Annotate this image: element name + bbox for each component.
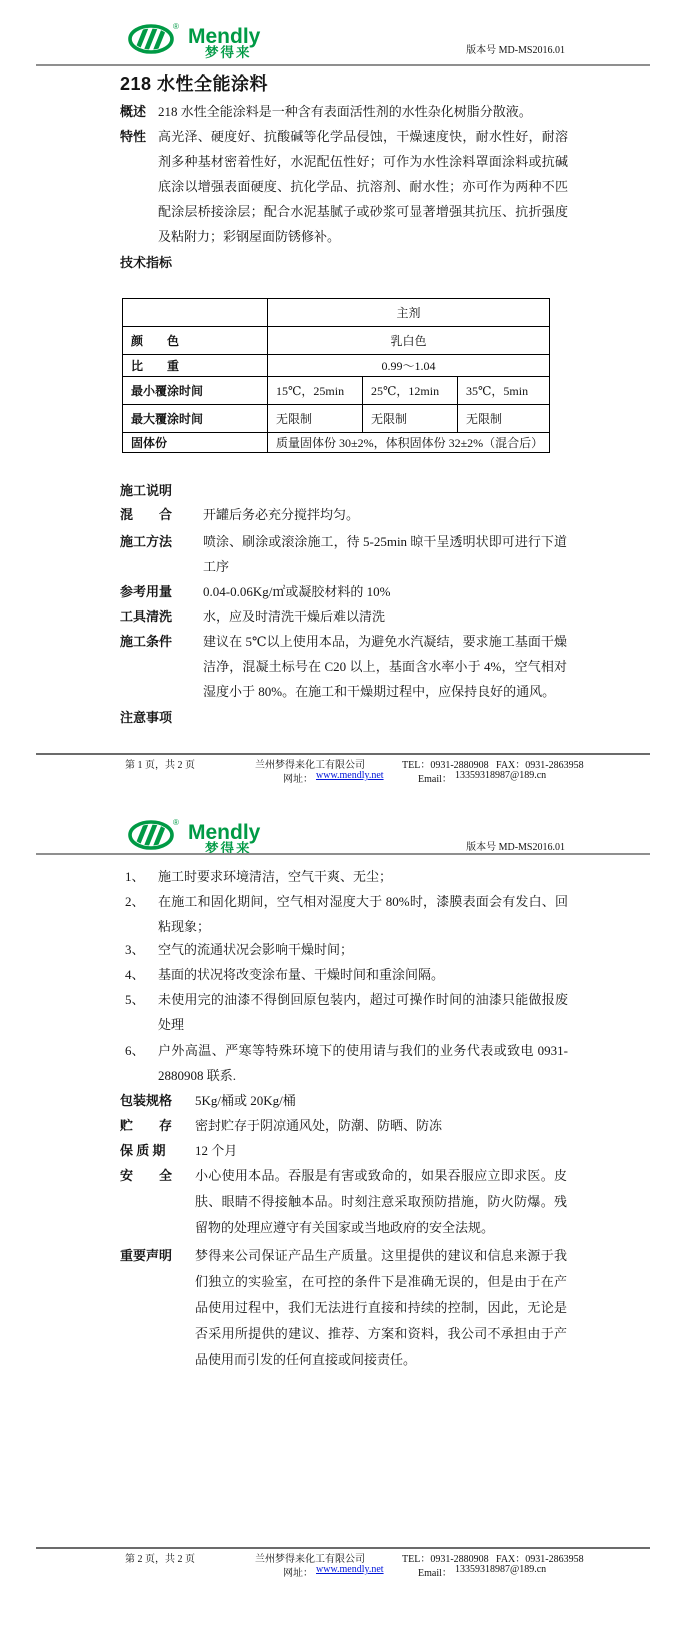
footer-fax: FAX：0931-2863958 bbox=[496, 1554, 584, 1565]
item-number: 2、 bbox=[125, 894, 145, 909]
mendly-logo-icon bbox=[128, 814, 286, 856]
mixing-label: 混 合 bbox=[120, 507, 173, 522]
dosage-text: 0.04-0.06Kg/㎡或凝胶材料的 10% bbox=[203, 584, 391, 599]
packaging-text: 5Kg/桶或 20Kg/桶 bbox=[195, 1093, 296, 1108]
brand-name-cn: 梦得来 bbox=[205, 45, 252, 60]
item-text: 空气的流通状况会影响干燥时间； bbox=[158, 942, 354, 957]
tool-cleaning-label: 工具清洗 bbox=[120, 609, 173, 624]
packaging-label: 包装规格 bbox=[120, 1093, 173, 1108]
main-agent-header: 主剂 bbox=[268, 299, 550, 327]
min-recoat-15: 15℃，25min bbox=[268, 377, 363, 405]
footer-line-1 bbox=[0, 1550, 687, 1564]
max-recoat-3: 无限制 bbox=[458, 405, 550, 433]
tool-cleaning-text: 水，应及时清洗干燥后难以清洗 bbox=[203, 609, 386, 624]
min-recoat-25: 25℃，12min bbox=[363, 377, 458, 405]
website-link[interactable]: www.mendly.net bbox=[316, 770, 384, 781]
features-text: 高光泽、硬度好、抗酸碱等化学品侵蚀，干燥速度快，耐水性好，耐溶剂多种基材密着性好，水泥配伍性好；可作为水性涂料罩面涂料或抗碱底涂以增强表面硬度、抗化学品、抗溶剂、耐水性；亦可作为两种不匹配涂层桥接涂层；配合水泥基腻子或砂浆可显著增强其抗压、抗折强度及粘附力；彩钢屋面防锈修补。 bbox=[158, 129, 568, 244]
page-number: 第 1 页，共 2 页 bbox=[125, 760, 195, 771]
row-label: 最小覆涂时间 bbox=[123, 377, 268, 405]
item-number: 3、 bbox=[125, 942, 145, 957]
footer-email: 13359318987@189.cn bbox=[455, 1564, 547, 1575]
storage-text: 密封贮存于阴凉通风处，防潮、防晒、防冻 bbox=[195, 1118, 443, 1133]
item-text: 施工时要求环境清洁，空气干爽、无尘； bbox=[158, 869, 393, 884]
min-recoat-35: 35℃，5min bbox=[458, 377, 550, 405]
brand-name-cn: 梦得来 bbox=[205, 841, 252, 856]
method-text: 喷涂、刷涂或滚涂施工，待 5-25min 晾干呈透明状即可进行下道工序 bbox=[203, 534, 567, 574]
company-name: 兰州梦得来化工有限公司 bbox=[255, 760, 365, 771]
features-label: 特性 bbox=[120, 129, 147, 144]
row-label: 固体份 bbox=[123, 433, 268, 453]
registered-mark-icon: ® bbox=[173, 818, 179, 827]
safety-label: 安 全 bbox=[120, 1168, 173, 1183]
tech-specs-heading: 技术指标 bbox=[120, 255, 173, 270]
overview-text: 218 水性全能涂料是一种含有表面活性剂的水性杂化树脂分散液。 bbox=[158, 104, 532, 119]
brand-name: Mendly bbox=[188, 821, 261, 844]
website-label: 网址： bbox=[283, 774, 313, 785]
header-rule bbox=[36, 853, 650, 855]
website-link[interactable]: www.mendly.net bbox=[316, 1564, 384, 1575]
company-name: 兰州梦得来化工有限公司 bbox=[255, 1554, 365, 1565]
method-label: 施工方法 bbox=[120, 534, 173, 549]
row-label: 最大覆涂时间 bbox=[123, 405, 268, 433]
footer-email-label: Email： bbox=[418, 774, 452, 785]
max-recoat-1: 无限制 bbox=[268, 405, 363, 433]
footer-tel: TEL：0931-2880908 bbox=[402, 1554, 489, 1565]
conditions-text: 建议在 5℃以上使用本品，为避免水汽凝结，要求施工基面干燥洁净，混凝土标号在 C20 以上，基面含水率小于 4%，空气相对湿度小于 80%。在施工和干燥期过程中，应保持良好的通风。 bbox=[203, 634, 567, 699]
item-text: 基面的状况将改变涂布量、干燥时间和重涂间隔。 bbox=[158, 967, 445, 982]
footer-email: 13359318987@189.cn bbox=[455, 770, 547, 781]
construction-heading: 施工说明 bbox=[120, 483, 173, 498]
row-label: 比 重 bbox=[123, 355, 268, 377]
storage-label: 贮 存 bbox=[120, 1118, 173, 1133]
item-number: 4、 bbox=[125, 967, 145, 982]
shelf-life-label: 保 质 期 bbox=[120, 1143, 166, 1158]
mixing-text: 开罐后务必充分搅拌均匀。 bbox=[203, 507, 360, 522]
registered-mark-icon: ® bbox=[173, 22, 179, 31]
item-text: 未使用完的油漆不得倒回原包装内，超过可操作时间的油漆只能做报废处理 bbox=[158, 992, 568, 1032]
website-label: 网址： bbox=[283, 1568, 313, 1579]
item-number: 6、 bbox=[125, 1043, 145, 1058]
footer-rule bbox=[36, 1547, 650, 1549]
item-text: 在施工和固化期间，空气相对湿度大于 80%时，漆膜表面会有发白、回粘现象； bbox=[158, 894, 568, 934]
notes-heading: 注意事项 bbox=[120, 710, 173, 725]
max-recoat-2: 无限制 bbox=[363, 405, 458, 433]
item-number: 5、 bbox=[125, 992, 145, 1007]
disclaimer-label: 重要声明 bbox=[120, 1248, 173, 1263]
solids-value: 质量固体份 30±2%，体积固体份 32±2%（混合后） bbox=[268, 433, 550, 453]
dosage-label: 参考用量 bbox=[120, 584, 173, 599]
item-number: 1、 bbox=[125, 869, 145, 884]
conditions-label: 施工条件 bbox=[120, 634, 173, 649]
page-title: 218 水性全能涂料 bbox=[120, 74, 269, 94]
footer-fax: FAX：0931-2863958 bbox=[496, 760, 584, 771]
item-text: 户外高温、严寒等特殊环境下的使用请与我们的业务代表或致电 0931-2880908 联系. bbox=[158, 1043, 568, 1083]
overview-label: 概述 bbox=[120, 104, 147, 119]
footer-tel: TEL：0931-2880908 bbox=[402, 760, 489, 771]
version-label: 版本号 MD-MS2016.01 bbox=[466, 842, 565, 853]
brand-name: Mendly bbox=[188, 25, 261, 48]
color-value: 乳白色 bbox=[268, 327, 550, 355]
shelf-life-text: 12 个月 bbox=[195, 1143, 238, 1158]
disclaimer-text: 梦得来公司保证产品生产质量。这里提供的建议和信息来源于我们独立的实验室，在可控的条件下是准确无误的，但是由于在产品使用过程中，我们无法进行直接和持续的控制，因此，无论是否采用所提供的建议、推荐、方案和资料，我公司不承担由于产品使用而引发的任何直接或间接责任。 bbox=[195, 1248, 567, 1367]
safety-text: 小心使用本品。吞服是有害或致命的，如果吞服应立即求医。皮肤、眼睛不得接触本品。时刻注意采取预防措施，防火防爆。残留物的处理应遵守有关国家或当地政府的安全法规。 bbox=[195, 1168, 567, 1235]
row-label: 颜 色 bbox=[123, 327, 268, 355]
footer-line-2 bbox=[0, 1564, 687, 1578]
footer-email-label: Email： bbox=[418, 1568, 452, 1579]
version-label: 版本号 MD-MS2016.01 bbox=[466, 45, 565, 56]
page-number: 第 2 页，共 2 页 bbox=[125, 1554, 195, 1565]
density-value: 0.99～1.04 bbox=[268, 355, 550, 377]
